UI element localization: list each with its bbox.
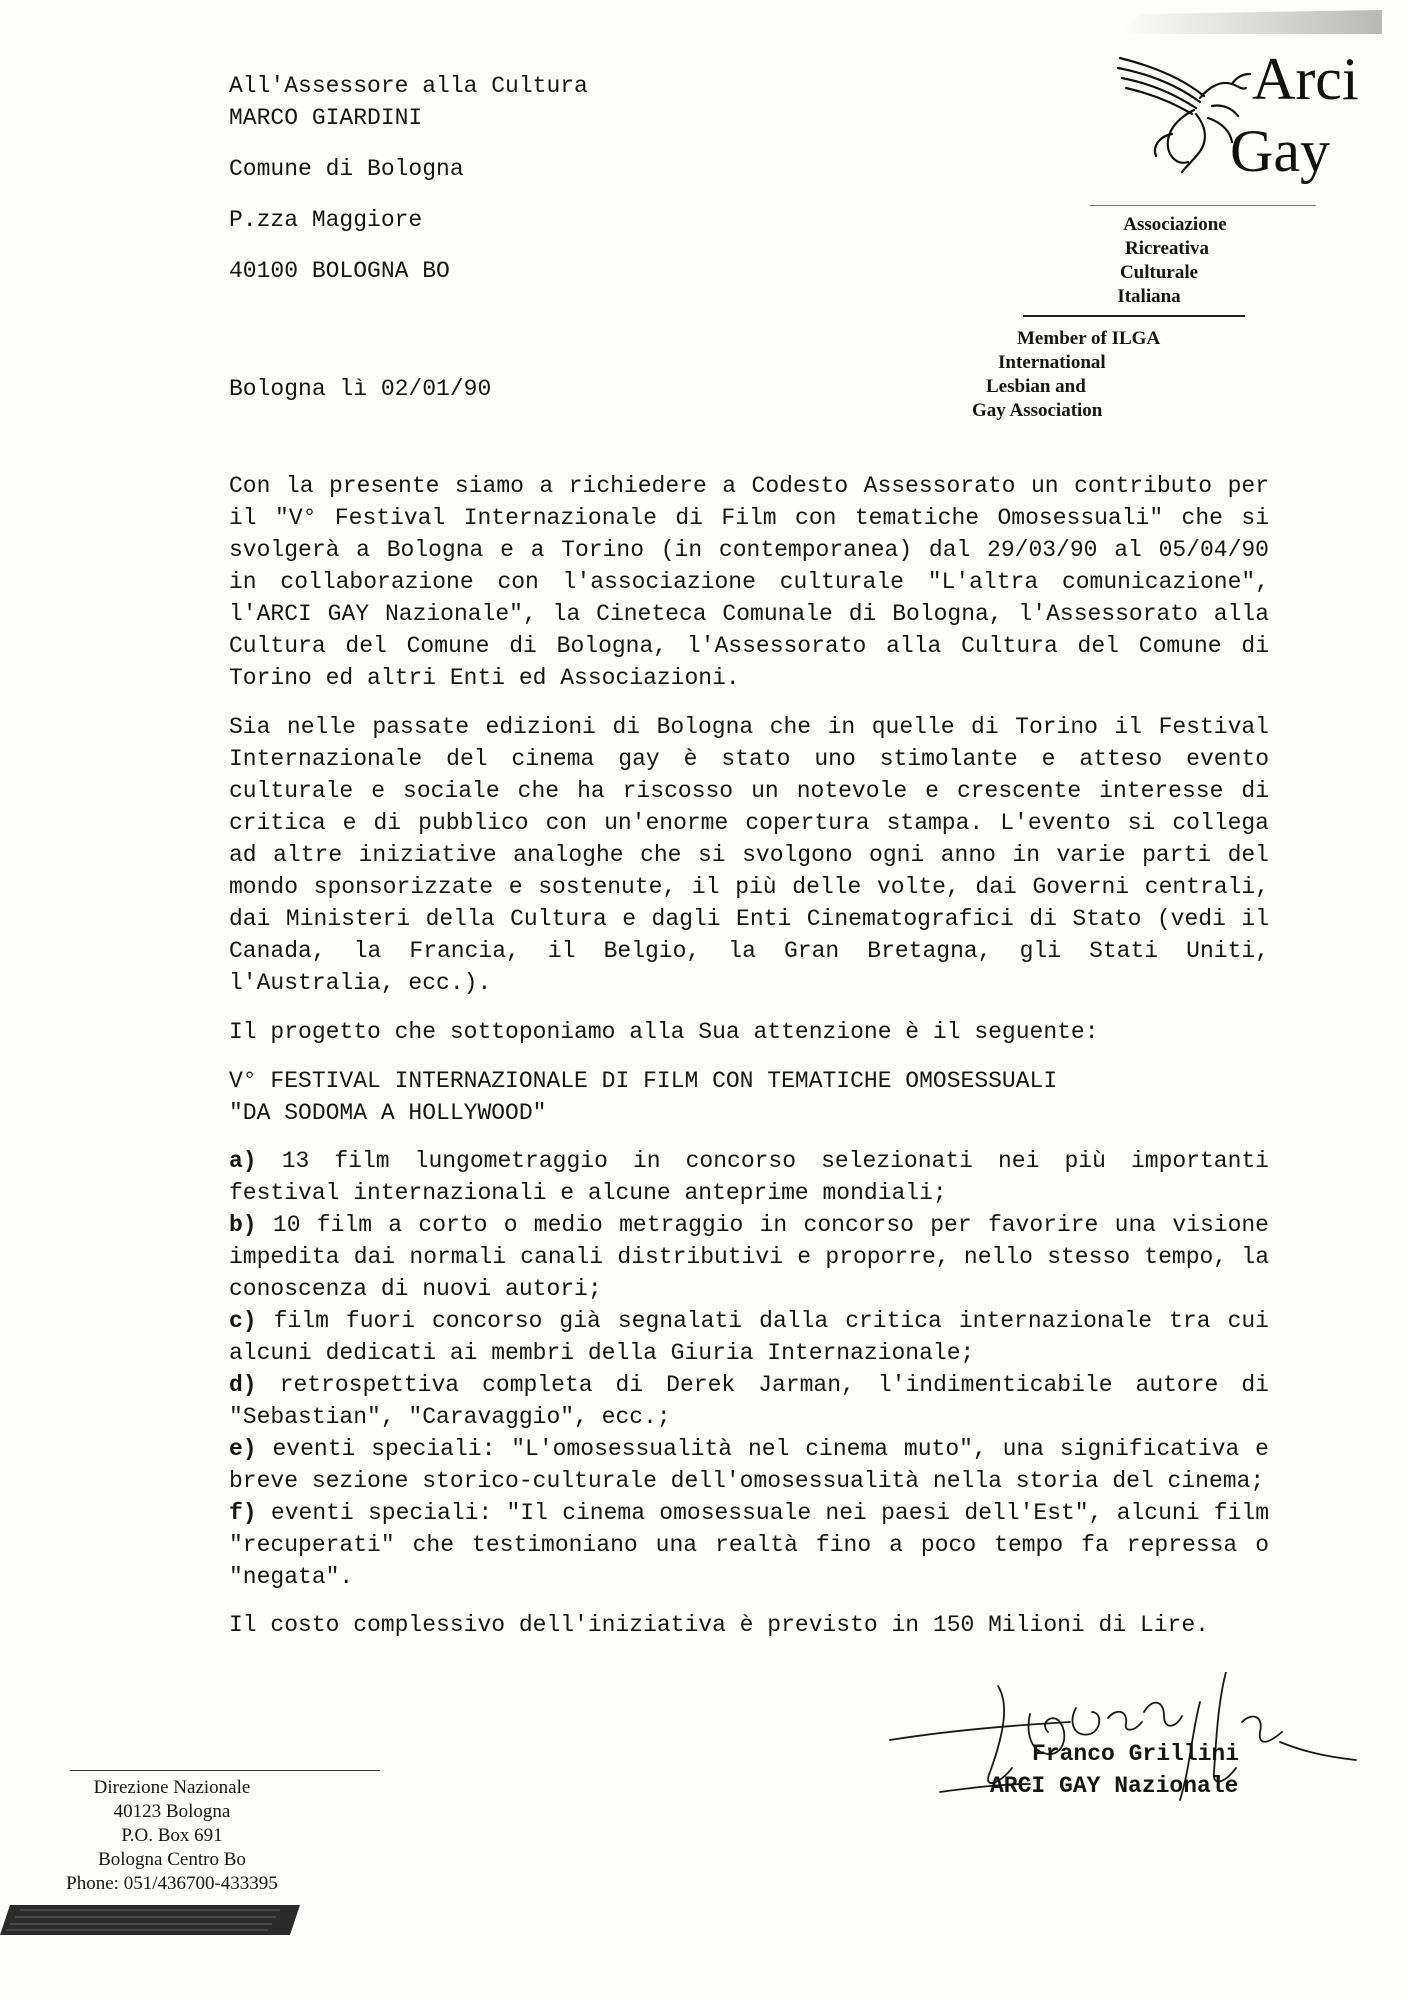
signer-organization: ARCI GAY Nazionale bbox=[990, 1773, 1239, 1799]
list-item bbox=[229, 1145, 1269, 1209]
ilga-line: International bbox=[998, 352, 1106, 373]
decorative-bar bbox=[0, 1905, 300, 1935]
list-letter: c) bbox=[229, 1308, 257, 1334]
list-text: eventi speciali: "L'omosessualità nel cinema muto", una significativa e breve sezione storico-culturale dell'omosessualità nella storia del cinema; bbox=[229, 1436, 1269, 1494]
list-item bbox=[229, 1209, 1269, 1305]
logo-word-gay: Gay bbox=[1230, 118, 1330, 184]
footer-line: P.O. Box 691 bbox=[121, 1825, 223, 1846]
list-letter: a) bbox=[229, 1148, 257, 1174]
recipient-line: Comune di Bologna bbox=[229, 156, 464, 182]
footer-address bbox=[22, 1776, 322, 1896]
divider bbox=[1090, 205, 1316, 206]
project-subtitle: "DA SODOMA A HOLLYWOOD" bbox=[229, 1100, 547, 1126]
org-line: Associazione bbox=[1123, 214, 1227, 235]
footer-line: Phone: 051/436700-433395 bbox=[66, 1873, 278, 1894]
ilga-line: Member of ILGA bbox=[1017, 328, 1161, 349]
list-text: film fuori concorso già segnalati dalla critica internazionale tra cui alcuni dedicati ai membri della Giuria Internazionale; bbox=[229, 1308, 1269, 1366]
signer-name: Franco Grillini bbox=[1032, 1741, 1240, 1767]
list-letter: e) bbox=[229, 1436, 257, 1462]
scan-artifact bbox=[1120, 10, 1382, 34]
list-item bbox=[229, 1305, 1269, 1369]
footer-line: 40123 Bologna bbox=[113, 1801, 231, 1822]
divider bbox=[70, 1770, 380, 1771]
org-line: Culturale bbox=[1119, 262, 1199, 283]
list-item bbox=[229, 1369, 1269, 1433]
list-letter: d) bbox=[229, 1372, 257, 1398]
divider bbox=[1023, 315, 1245, 317]
ilga-line: Lesbian and bbox=[986, 376, 1086, 397]
organization-block bbox=[1000, 213, 1330, 309]
signature-block bbox=[880, 1672, 1400, 1802]
recipient-line: P.zza Maggiore bbox=[229, 207, 423, 233]
recipient-line: 40100 BOLOGNA BO bbox=[229, 258, 450, 284]
ilga-line: Gay Association bbox=[972, 400, 1103, 421]
body-paragraph: Con la presente siamo a richiedere a Codesto Assessorato un contributo per il "V° Festival Internazionale di Film con tematiche Omosessuali" che si svolgerà a Bologna e a Torino (in contemporanea) dal 29/03/90 al 05/04/90 in collaborazione con l'associazione culturale "L'altra comunicazione", l'ARCI GAY Nazionale", la Cineteca Comunale di Bologna, l'Assessorato alla Cultura del Comune di Bologna, l'Assessorato alla Cultura del Comune di Torino ed altri Enti ed Associazioni. bbox=[229, 473, 1269, 691]
list-text: 13 film lungometraggio in concorso selezionati nei più importanti festival internazionali e alcune anteprime mondiali; bbox=[229, 1148, 1269, 1206]
org-line: Italiana bbox=[1117, 286, 1181, 307]
date-line: Bologna lì 02/01/90 bbox=[229, 376, 492, 402]
list-item bbox=[229, 1433, 1269, 1497]
closing-sentence: Il costo complessivo dell'iniziativa è previsto in 150 Milioni di Lire. bbox=[229, 1612, 1209, 1638]
recipient-line: All'Assessore alla Cultura bbox=[229, 73, 588, 99]
list-letter: f) bbox=[229, 1500, 257, 1526]
footer-line: Bologna Centro Bo bbox=[98, 1849, 246, 1870]
list-text: 10 film a corto o medio metraggio in concorso per favorire una visione impedita dai normali canali distributivi e proporre, nello stesso tempo, la conoscenza di nuovi autori; bbox=[229, 1212, 1269, 1302]
list-letter: b) bbox=[229, 1212, 257, 1238]
body-paragraph: Sia nelle passate edizioni di Bologna che in quelle di Torino il Festival Internazionale del cinema gay è stato uno stimolante e atteso evento culturale e sociale che ha riscosso un notevole e crescente interesse di critica e di pubblico con un'enorme copertura stampa. L'evento si collega ad altre iniziative analoghe che si svolgono ogni anno in varie parti del mondo sponsorizzate e sostenute, il più delle volte, dai Governi centrali, dai Ministeri della Cultura e dagli Enti Cinematografici di Stato (vedi il Canada, la Francia, il Belgio, la Gran Bretagna, gli Stati Uniti, l'Australia, ecc.). bbox=[229, 714, 1269, 996]
org-line: Ricreativa bbox=[1124, 238, 1210, 259]
body-paragraph: Il progetto che sottoponiamo alla Sua attenzione è il seguente: bbox=[229, 1019, 1099, 1045]
list-text: eventi speciali: "Il cinema omosessuale nei paesi dell'Est", alcuni film "recuperati" che testimoniano una realtà fino a poco tempo fa repressa o "negata". bbox=[229, 1500, 1269, 1590]
list-text: retrospettiva completa di Derek Jarman, l'indimenticabile autore di "Sebastian", "Caravaggio", ecc.; bbox=[229, 1372, 1269, 1430]
letter-body bbox=[229, 470, 1269, 1658]
project-title bbox=[229, 1065, 1269, 1129]
project-title-line: V° FESTIVAL INTERNAZIONALE DI FILM CON TEMATICHE OMOSESSUALI bbox=[229, 1068, 1058, 1094]
list-item bbox=[229, 1497, 1269, 1593]
arci-gay-logo bbox=[1112, 44, 1388, 194]
recipient-name: MARCO GIARDINI bbox=[229, 105, 423, 131]
program-list bbox=[229, 1145, 1269, 1593]
logo-word-arci: Arci bbox=[1252, 46, 1359, 112]
ilga-membership-block bbox=[942, 327, 1242, 423]
footer-line: Direzione Nazionale bbox=[93, 1777, 251, 1798]
recipient-address bbox=[229, 70, 869, 287]
